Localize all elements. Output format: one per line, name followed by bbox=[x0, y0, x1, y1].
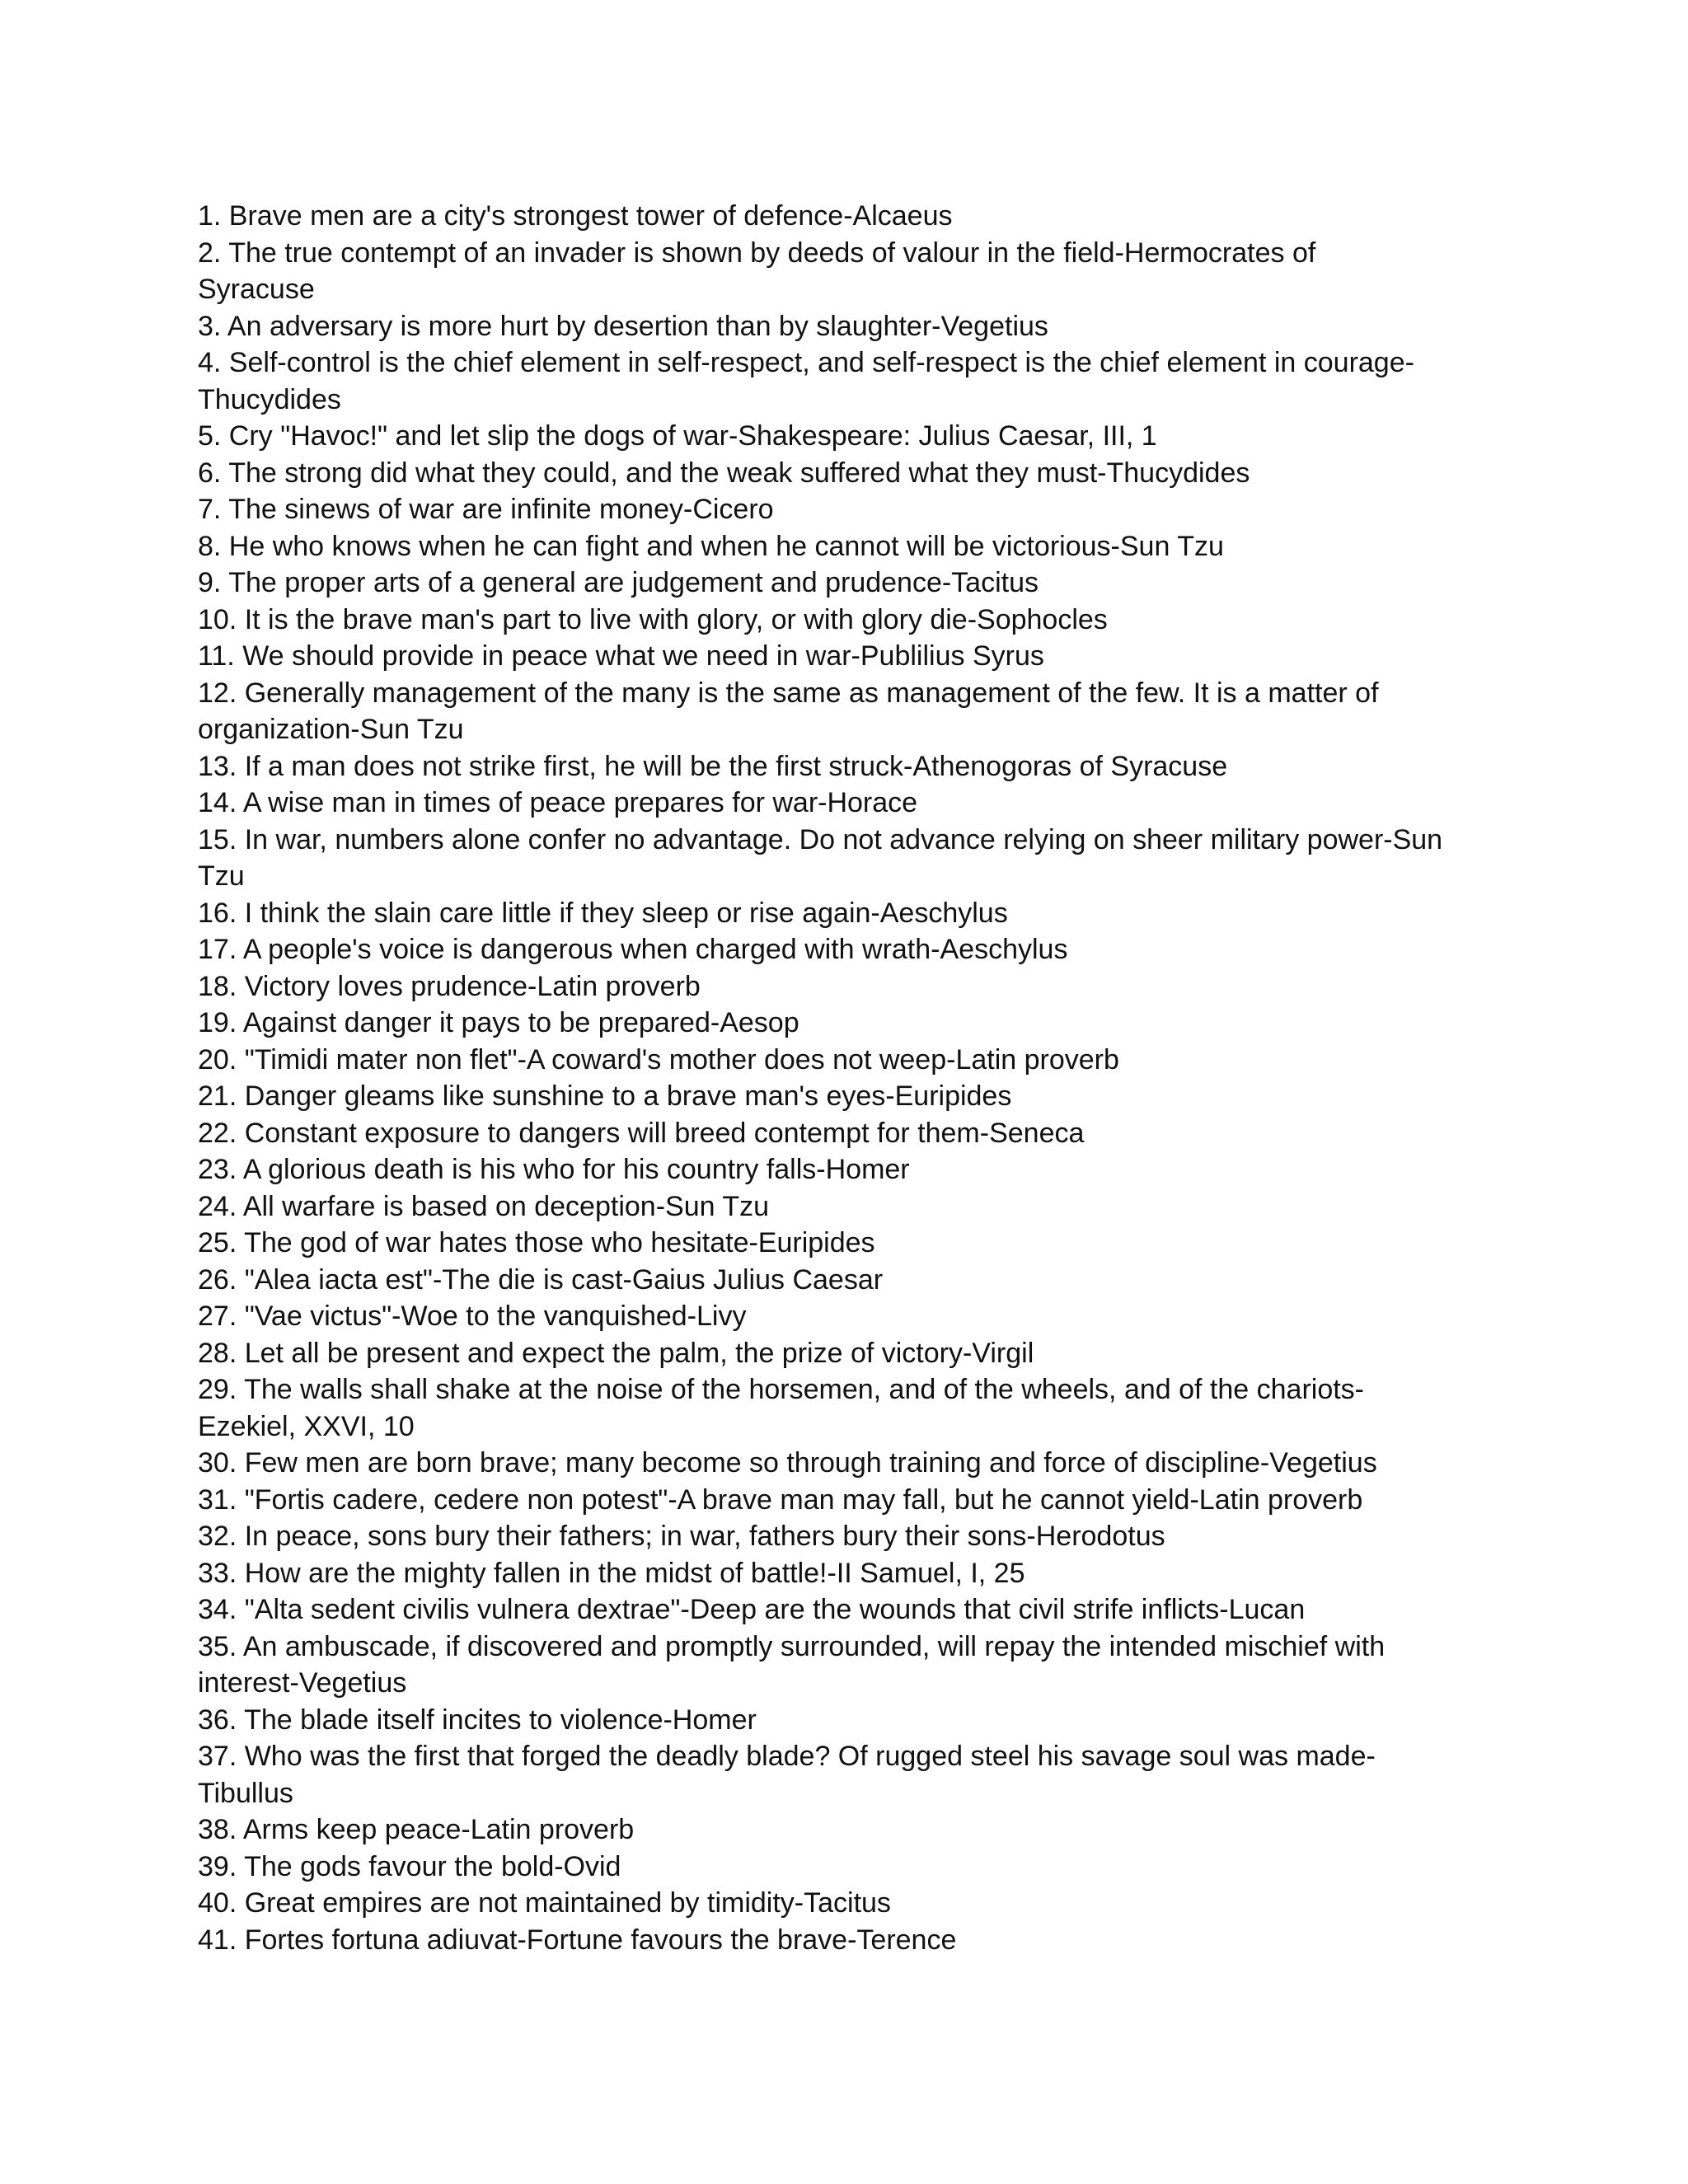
quote-line: 24. All warfare is based on deception-Sun Tzu bbox=[198, 1190, 770, 1222]
quote-line: 29. The walls shall shake at the noise of the horsemen, and of the wheels, and of the chariots- bbox=[198, 1374, 1365, 1405]
quote-line: 5. Cry "Havoc!" and let slip the dogs of war-Shakespeare: Julius Caesar, III, 1 bbox=[198, 420, 1157, 452]
quote-line: 14. A wise man in times of peace prepares for war-Horace bbox=[198, 787, 918, 818]
quote-line: Syracuse bbox=[198, 274, 315, 305]
quote-line: 38. Arms keep peace-Latin proverb bbox=[198, 1814, 635, 1845]
quote-line: 11. We should provide in peace what we need in war-Publilius Syrus bbox=[198, 640, 1044, 672]
quote-line: 19. Against danger it pays to be prepared-Aesop bbox=[198, 1007, 799, 1038]
quote-line: 8. He who knows when he can fight and when he cannot will be victorious-Sun Tzu bbox=[198, 530, 1224, 562]
quote-line: 13. If a man does not strike first, he will be the first struck-Athenogoras of Syracuse bbox=[198, 750, 1228, 782]
quote-line: 3. An adversary is more hurt by desertion than by slaughter-Vegetius bbox=[198, 310, 1048, 342]
quote-line: interest-Vegetius bbox=[198, 1667, 407, 1699]
quote-line: 32. In peace, sons bury their fathers; in war, fathers bury their sons-Herodotus bbox=[198, 1521, 1165, 1552]
quote-line: 6. The strong did what they could, and the weak suffered what they must-Thucydides bbox=[198, 457, 1250, 489]
quote-line: 36. The blade itself incites to violence-Homer bbox=[198, 1704, 757, 1736]
quote-line: 41. Fortes fortuna adiuvat-Fortune favours the brave-Terence bbox=[198, 1924, 957, 1956]
quote-line: 20. "Timidi mater non flet"-A coward's mother does not weep-Latin proverb bbox=[198, 1043, 1119, 1076]
quote-line: 30. Few men are born brave; many become so through training and force of discipline-Vegetius bbox=[198, 1447, 1377, 1479]
quote-line: 21. Danger gleams like sunshine to a brave man's eyes-Euripides bbox=[198, 1080, 1012, 1112]
quote-line: 40. Great empires are not maintained by timidity-Tacitus bbox=[198, 1887, 891, 1919]
quote-line: 23. A glorious death is his who for his country falls-Homer bbox=[198, 1154, 910, 1185]
quote-line: 7. The sinews of war are infinite money-Cicero bbox=[198, 494, 774, 525]
quote-line: Tibullus bbox=[198, 1777, 293, 1809]
quote-line: 18. Victory loves prudence-Latin proverb bbox=[198, 970, 701, 1002]
quote-line: 17. A people's voice is dangerous when charged with wrath-Aeschylus bbox=[198, 934, 1068, 965]
quote-line: 31. "Fortis cadere, cedere non potest"-A brave man may fall, but he cannot yield-Latin proverb bbox=[198, 1483, 1363, 1516]
quote-line: 25. The god of war hates those who hesitate-Euripides bbox=[198, 1227, 875, 1258]
quote-line: 22. Constant exposure to dangers will breed contempt for them-Seneca bbox=[198, 1117, 1085, 1149]
quote-line: 34. "Alta sedent civilis vulnera dextrae"-Deep are the wounds that civil strife inflicts-Lucan bbox=[198, 1594, 1306, 1625]
quote-line: 35. An ambuscade, if discovered and promptly surrounded, will repay the intended mischief with bbox=[198, 1630, 1386, 1662]
quote-line: 39. The gods favour the bold-Ovid bbox=[198, 1850, 621, 1882]
quote-line: 15. In war, numbers alone confer no advantage. Do not advance relying on sheer military power-Sun bbox=[198, 823, 1443, 855]
quote-line: 16. I think the slain care little if they sleep or rise again-Aeschylus bbox=[198, 897, 1008, 929]
quote-line: 26. "Alea iacta est"-The die is cast-Gaius Julius Caesar bbox=[198, 1263, 884, 1296]
quote-line: 2. The true contempt of an invader is shown by deeds of valour in the field-Hermocrates of bbox=[198, 237, 1316, 269]
quote-line: 1. Brave men are a city's strongest tower of defence-Alcaeus bbox=[198, 200, 953, 232]
quote-line: 9. The proper arts of a general are judgement and prudence-Tacitus bbox=[198, 567, 1039, 598]
quote-line: 10. It is the brave man's part to live with glory, or with glory die-Sophocles bbox=[198, 603, 1108, 635]
quote-line: 27. "Vae victus"-Woe to the vanquished-Livy bbox=[198, 1301, 747, 1332]
quote-line: 12. Generally management of the many is the same as management of the few. It is a matter of bbox=[198, 677, 1379, 709]
quote-list bbox=[198, 198, 1500, 1958]
quote-line: Ezekiel, XXVI, 10 bbox=[198, 1410, 415, 1442]
quote-line: 33. How are the mighty fallen in the midst of battle!-II Samuel, I, 25 bbox=[198, 1557, 1025, 1589]
quote-line: Tzu bbox=[198, 860, 245, 892]
quote-line: Thucydides bbox=[198, 383, 341, 415]
quote-line: organization-Sun Tzu bbox=[198, 714, 464, 745]
quote-line: 4. Self-control is the chief element in self-respect, and self-respect is the chief element in courage- bbox=[198, 347, 1414, 378]
quote-line: 37. Who was the first that forged the deadly blade? Of rugged steel his savage soul was made- bbox=[198, 1741, 1376, 1772]
quote-line: 28. Let all be present and expect the palm, the prize of victory-Virgil bbox=[198, 1337, 1034, 1369]
